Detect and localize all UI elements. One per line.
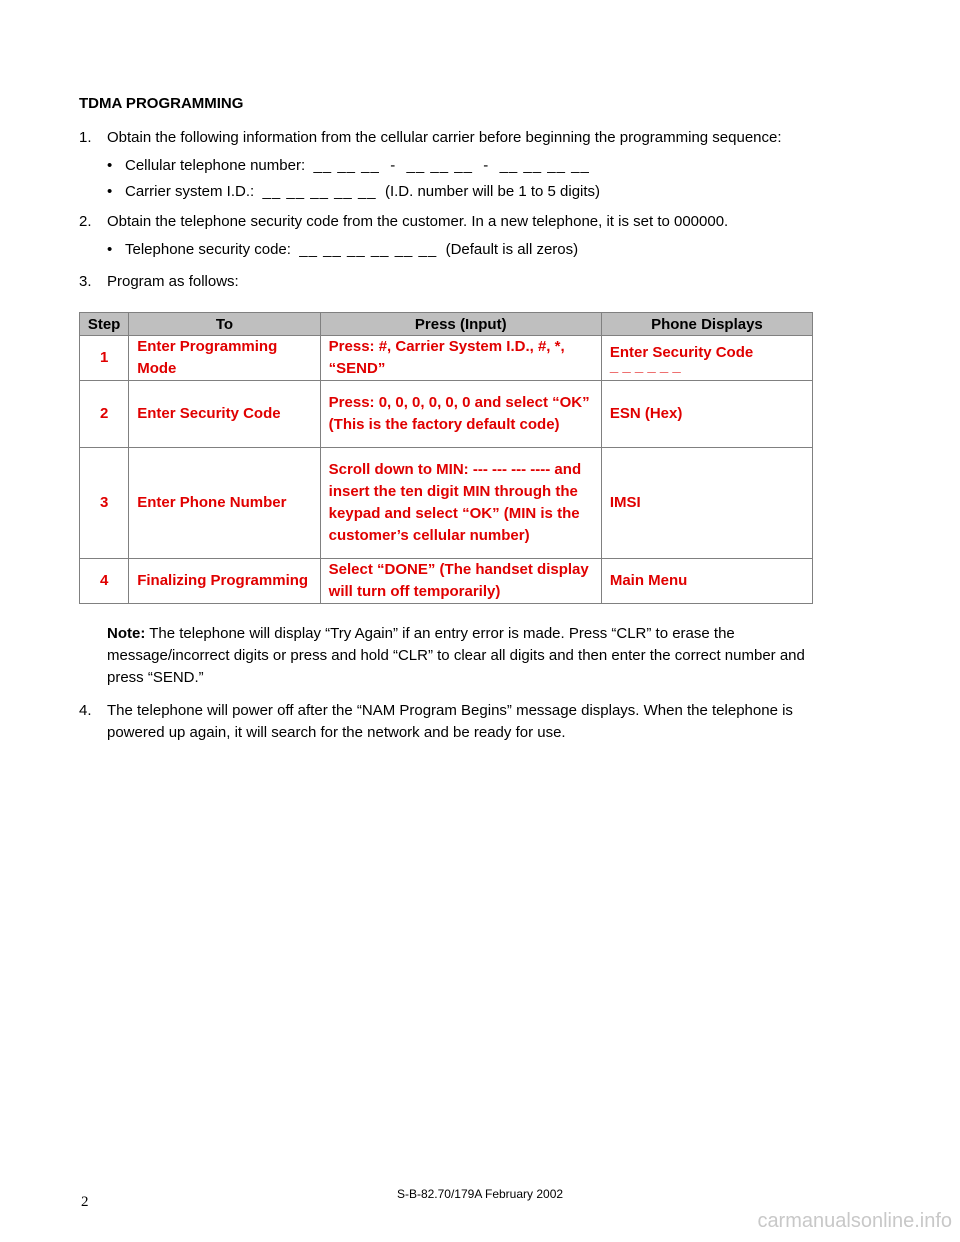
step-to: Enter Programming Mode [129, 336, 320, 381]
page-number: 2 [81, 1194, 89, 1210]
table-header-row [80, 313, 813, 336]
carrier-id-blanks: __ __ __ __ __ [262, 183, 377, 200]
step-number: 3 [80, 448, 129, 559]
instruction-1-number: 1. [79, 129, 92, 146]
note-text: The telephone will display “Try Again” if an entry error is made. Press “CLR” to erase the message/incorrect digits or press and hold “CLR” to clear all digits and then enter the correct number and press “SEND.” [107, 625, 805, 686]
instruction-3-number: 3. [79, 273, 92, 290]
step-display [601, 336, 812, 381]
step-press: Select “DONE” (The handset display will turn off temporarily) [320, 559, 601, 604]
step-to: Enter Phone Number [129, 448, 320, 559]
table-row [80, 448, 813, 559]
header-phone-displays: Phone Displays [601, 313, 812, 336]
carrier-id-note: (I.D. number will be 1 to 5 digits) [384, 183, 601, 200]
programming-table [79, 312, 813, 604]
note-label: Note: [107, 625, 146, 642]
step-display: ESN (Hex) [601, 381, 812, 448]
note-paragraph [107, 623, 827, 689]
header-step: Step [80, 313, 129, 336]
table-row [80, 559, 813, 604]
instruction-1 [79, 128, 782, 148]
phone-number-blanks: __ __ __ - __ __ __ - __ __ __ __ [313, 157, 590, 174]
bullet-security-code [107, 240, 578, 260]
step-number: 2 [80, 381, 129, 448]
phone-number-label: Cellular telephone number: [125, 157, 306, 174]
table-row [80, 381, 813, 448]
step-display-text: Enter Security Code [609, 344, 754, 361]
instruction-3 [79, 272, 239, 292]
bullet-icon: • [107, 157, 113, 174]
instruction-4 [79, 700, 839, 744]
step-display: IMSI [601, 448, 812, 559]
carrier-id-label: Carrier system I.D.: [125, 183, 255, 200]
header-to: To [129, 313, 320, 336]
table-row [80, 336, 813, 381]
step-press: Scroll down to MIN: --- --- --- ---- and insert the ten digit MIN through the keypad and select “OK” (MIN is the customer’s cellular number) [320, 448, 601, 559]
instruction-1-text: Obtain the following information from the cellular carrier before beginning the programming sequence: [107, 129, 782, 146]
bullet-icon: • [107, 241, 113, 258]
instruction-4-text: The telephone will power off after the “NAM Program Begins” message displays. When the telephone is powered up again, it will search for the network and be ready for use. [107, 702, 793, 741]
step-press: Press: 0, 0, 0, 0, 0, 0 and select “OK” (This is the factory default code) [320, 381, 601, 448]
section-title: TDMA PROGRAMMING [79, 95, 244, 112]
security-code-blanks: __ __ __ __ __ __ [299, 241, 438, 258]
bullet-carrier-id [107, 182, 600, 202]
document-id: S-B-82.70/179A February 2002 [396, 1187, 564, 1201]
step-display: Main Menu [601, 559, 812, 604]
bullet-phone-number [107, 156, 590, 176]
instruction-2-number: 2. [79, 213, 92, 230]
instruction-2 [79, 212, 728, 232]
watermark: carmanualsonline.info [757, 1210, 952, 1232]
step-number: 4 [80, 559, 129, 604]
security-code-label: Telephone security code: [125, 241, 291, 258]
instruction-2-text: Obtain the telephone security code from the customer. In a new telephone, it is set to 000000. [107, 213, 729, 230]
header-press-input: Press (Input) [320, 313, 601, 336]
step-number: 1 [80, 336, 129, 381]
step-to: Finalizing Programming [129, 559, 320, 604]
security-code-note: (Default is all zeros) [445, 241, 579, 258]
step-press: Press: #, Carrier System I.D., #, *, “SEND” [320, 336, 601, 381]
step-to: Enter Security Code [129, 381, 320, 448]
instruction-3-text: Program as follows: [107, 273, 239, 290]
bullet-icon: • [107, 183, 113, 200]
security-code-placeholder: _ _ _ _ _ _ [609, 358, 681, 375]
instruction-4-number: 4. [79, 702, 92, 719]
